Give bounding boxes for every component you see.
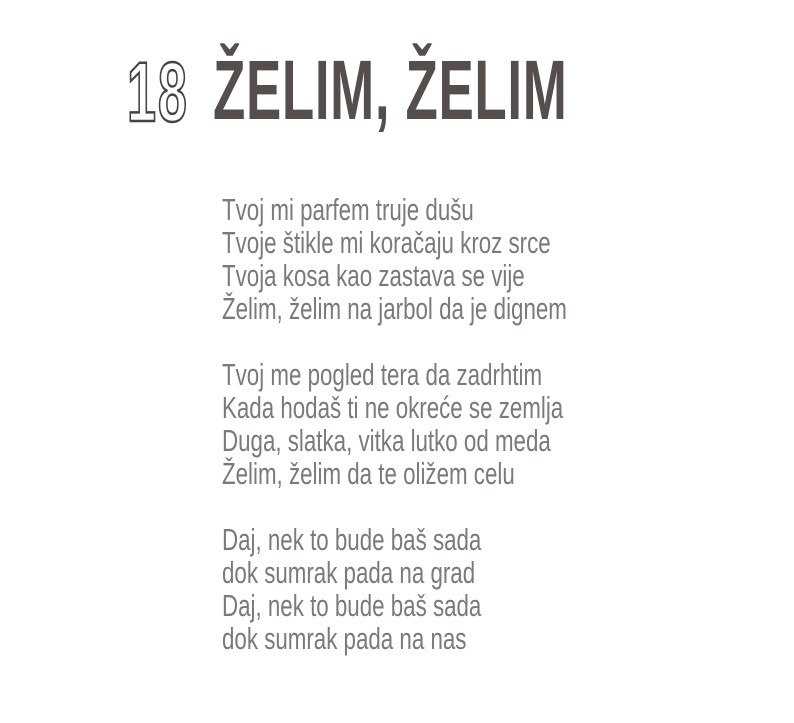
song-title: ŽELIM, ŽELIM <box>213 43 568 137</box>
lyric-line: Želim, želim na jarbol da je dignem <box>222 291 567 326</box>
lyric-line: Tvoj me pogled tera da zadrhtim <box>222 357 543 392</box>
lyric-line: Želim, želim da te oližem celu <box>222 456 515 491</box>
lyric-line: dok sumrak pada na grad <box>222 555 476 590</box>
lyric-line: Duga, slatka, vitka lutko od meda <box>222 423 551 458</box>
stanza-1 <box>222 193 567 325</box>
lyric-line: Tvoje štikle mi koračaju kroz srce <box>222 225 551 260</box>
stanza-2 <box>222 358 567 490</box>
lyrics-block <box>222 193 567 655</box>
lyric-line: Daj, nek to bude baš sada <box>222 588 482 623</box>
lyric-line: Tvoj mi parfem truje dušu <box>222 192 474 227</box>
stanza-3 <box>222 523 567 655</box>
lyric-line: Daj, nek to bude baš sada <box>222 522 482 557</box>
lyric-line: Tvoja kosa kao zastava se vije <box>222 258 525 293</box>
lyric-line: dok sumrak pada na nas <box>222 621 467 656</box>
song-number: 18 <box>127 45 189 139</box>
lyric-line: Kada hodaš ti ne okreće se zemlja <box>222 390 564 425</box>
